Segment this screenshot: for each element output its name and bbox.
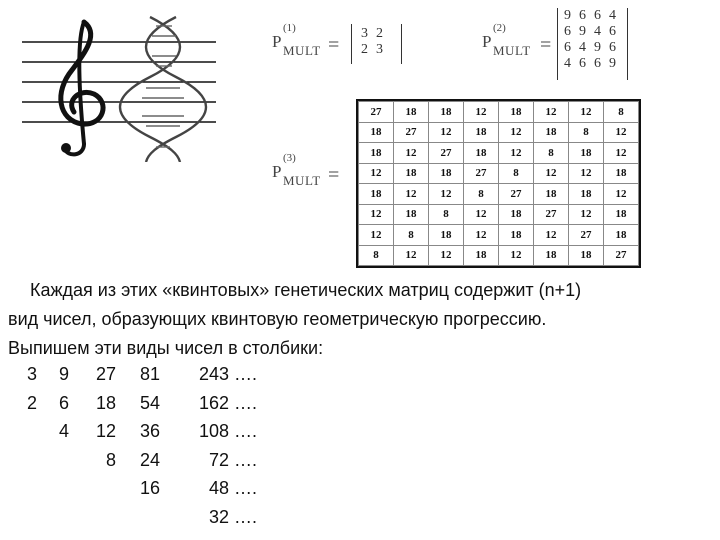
matrix3-cell: 12: [394, 245, 429, 266]
progression-number: 48 ….: [208, 478, 257, 498]
matrix1-values: [357, 26, 387, 58]
matrix3-cell: 18: [429, 163, 464, 184]
matrix3-cell: 12: [499, 122, 534, 143]
matrix3-row: [359, 204, 639, 225]
matrix3-cell: 18: [534, 245, 569, 266]
matrix2-cell: 6: [564, 40, 571, 55]
matrix3-cell: 12: [464, 225, 499, 246]
matrix3-cell: 12: [429, 122, 464, 143]
matrix3-cell: 12: [604, 143, 639, 164]
matrix2-cell: 4: [594, 24, 601, 39]
matrix2-cell: 6: [609, 24, 616, 39]
matrix3-cell: 8: [569, 122, 604, 143]
matrix2-values: [560, 8, 620, 72]
matrix3-cell: 12: [359, 225, 394, 246]
matrix3-cell: 18: [604, 225, 639, 246]
matrix3-label-index: (3): [283, 152, 296, 164]
matrix2-cell: 4: [579, 40, 586, 55]
matrix1-cell: 2: [376, 26, 383, 41]
progression-number: 54: [139, 392, 160, 413]
matrix3-cell: 18: [359, 143, 394, 164]
matrix1-cell: 3: [361, 26, 368, 41]
matrix2-label-index: (2): [493, 22, 506, 34]
matrix3-cell: 12: [569, 102, 604, 123]
progression-row: [0, 393, 300, 417]
matrix3-cell: 27: [394, 122, 429, 143]
matrix2-cell: 9: [579, 24, 586, 39]
matrix2-cell: 6: [609, 40, 616, 55]
matrix2-label-mult: MULT: [493, 43, 531, 58]
progression-number: 32 ….: [208, 506, 257, 527]
matrix3-equals: =: [328, 164, 340, 186]
matrix3-cell: 18: [464, 245, 499, 266]
treble-clef-dna-illustration: [18, 12, 218, 162]
matrix3-cell: 18: [534, 122, 569, 143]
paragraph-line-2: вид чисел, образующих квинтовую геометрическую прогрессию.: [8, 309, 547, 329]
matrix3-cell: 12: [429, 184, 464, 205]
matrix3-cell: 18: [464, 143, 499, 164]
matrix3-cell: 8: [359, 245, 394, 266]
matrix2-cell: 9: [594, 40, 601, 55]
progression-row: [0, 507, 300, 531]
matrix1-label-index: (1): [283, 22, 296, 34]
matrix3-cell: 27: [534, 204, 569, 225]
matrix2-cell: 9: [564, 8, 571, 23]
progression-number: 108 ….: [198, 421, 257, 441]
progression-number: 16: [139, 478, 160, 498]
progression-number: 12: [95, 421, 116, 441]
matrix2-cell: 6: [564, 24, 571, 39]
paragraph-line-3: Выпишем эти виды чисел в столбики:: [8, 338, 324, 358]
matrix3-label-p: P: [272, 162, 282, 181]
matrix2-cell: 9: [609, 56, 616, 71]
matrix3-cell: 18: [429, 225, 464, 246]
progression-number: 24: [139, 449, 160, 470]
matrix3-cell: 27: [604, 245, 639, 266]
matrix3-cell: 18: [604, 163, 639, 184]
matrix2-cell: 6: [579, 8, 586, 23]
matrix3-cell: 18: [569, 184, 604, 205]
matrix3-cell: 12: [604, 184, 639, 205]
matrix3-cell: 27: [499, 184, 534, 205]
matrix3-cell: 8: [429, 204, 464, 225]
progression-number: 8: [105, 449, 116, 470]
matrix3-cell: 8: [534, 143, 569, 164]
progression-row: [0, 421, 300, 445]
progression-number: 81: [139, 364, 160, 384]
matrix3-cell: 12: [534, 225, 569, 246]
matrix3-row: [359, 102, 639, 123]
matrix3-cell: 8: [499, 163, 534, 184]
matrix3-cell: 12: [499, 143, 534, 164]
progression-number: 27: [95, 364, 116, 384]
matrix3-cell: 18: [569, 245, 604, 266]
matrix2-label-p: P: [482, 32, 492, 51]
matrix3-cell: 8: [394, 225, 429, 246]
matrix3-cell: 12: [569, 163, 604, 184]
matrix3-cell: 18: [394, 163, 429, 184]
matrix3-row: [359, 245, 639, 266]
matrix3-label-mult: MULT: [283, 173, 321, 188]
matrix3-row: [359, 122, 639, 143]
matrix3-cell: 12: [499, 245, 534, 266]
matrix3-cell: 12: [534, 163, 569, 184]
matrix1-label: [272, 22, 342, 66]
matrix2-cell: 6: [594, 8, 601, 23]
matrix3-cell: 8: [464, 184, 499, 205]
matrix1-equals: =: [328, 34, 340, 56]
progression-row: [0, 450, 300, 474]
matrix3-cell: 18: [499, 225, 534, 246]
matrix3-cell: 18: [464, 122, 499, 143]
matrix3-cell: 12: [464, 204, 499, 225]
matrix3-cell: 18: [394, 102, 429, 123]
matrix1-cell: 3: [376, 42, 383, 57]
matrix3-cell: 27: [569, 225, 604, 246]
matrix3-cell: 27: [464, 163, 499, 184]
matrix2-cell: 4: [609, 8, 616, 23]
matrix2-label: [482, 22, 554, 66]
progression-number: 6: [58, 392, 69, 413]
matrix3-cell: 12: [604, 122, 639, 143]
matrix3-cell: 18: [394, 204, 429, 225]
matrix3-cell: 12: [359, 204, 394, 225]
progression-number: 243 ….: [198, 364, 257, 384]
matrix2-cell: 6: [594, 56, 601, 71]
matrix3-cell: 18: [534, 184, 569, 205]
matrix3-cell: 18: [359, 122, 394, 143]
progression-number: 3: [26, 364, 37, 384]
matrix3-cell: 12: [534, 102, 569, 123]
progression-row: [0, 478, 300, 502]
progression-row: [0, 364, 300, 388]
progression-number: 18: [95, 392, 116, 413]
matrix3-cell: 12: [569, 204, 604, 225]
matrix3-cell: 18: [499, 204, 534, 225]
progression-number: 9: [58, 364, 69, 384]
progression-number: 4: [58, 421, 69, 441]
matrix2-cell: 6: [579, 56, 586, 71]
matrix3-cell: 27: [359, 102, 394, 123]
matrix1-cell: 2: [361, 42, 368, 57]
matrix3-cell: 12: [359, 163, 394, 184]
paragraph-line-1: Каждая из этих «квинтовых» генетических матриц содержит (n+1): [30, 280, 582, 300]
matrix3-cell: 12: [394, 184, 429, 205]
matrix3-grid: [356, 99, 641, 268]
matrix1-label-p: P: [272, 32, 282, 51]
matrix3-cell: 27: [429, 143, 464, 164]
matrix3-cell: 12: [429, 245, 464, 266]
matrix3-cell: 18: [604, 204, 639, 225]
matrix3-row: [359, 143, 639, 164]
matrix3-row: [359, 225, 639, 246]
matrix3-row: [359, 184, 639, 205]
music-staff-dna-image: [18, 12, 218, 162]
matrix2-cell: 4: [564, 56, 571, 71]
matrix3-cell: 18: [359, 184, 394, 205]
matrix3-cell: 12: [394, 143, 429, 164]
progression-number: 162 ….: [198, 392, 257, 413]
matrix3-cell: 8: [604, 102, 639, 123]
matrix3-cell: 18: [499, 102, 534, 123]
matrix3-row: [359, 163, 639, 184]
matrix2-equals: =: [540, 34, 552, 56]
matrix3-label: [272, 152, 350, 196]
matrix1-label-mult: MULT: [283, 43, 321, 58]
progression-number: 2: [26, 392, 37, 413]
progression-number: 36: [139, 421, 160, 441]
matrix3-cell: 18: [429, 102, 464, 123]
matrix3-cell: 18: [569, 143, 604, 164]
progression-number: 72 ….: [208, 449, 257, 470]
matrix3-cell: 12: [464, 102, 499, 123]
